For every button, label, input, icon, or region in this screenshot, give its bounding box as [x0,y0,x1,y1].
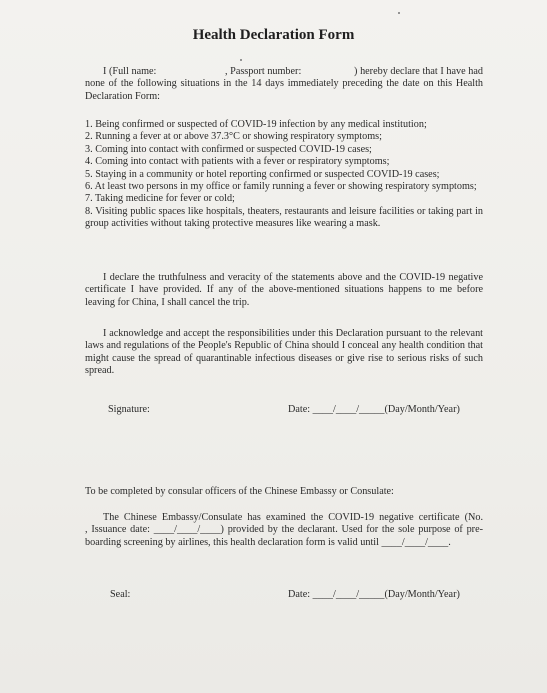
seal-label: Seal: [110,589,131,600]
list-item: 6. At least two persons in my office or family running a fever or showing respiratory symptoms; [85,181,477,193]
officer-heading: To be completed by consular officers of the Chinese Embassy or Consulate: [85,486,394,497]
list-item: 8. Visiting public spaces like hospitals, theaters, restaurants and leisure facilities or taking part in group activities without taking protective measures like wearing a mask. [85,205,483,230]
signature-date-field: Date: ____/____/_____(Day/Month/Year) [288,404,460,415]
responsibility-paragraph: I acknowledge and accept the responsibilities under this Declaration pursuant to the relevant laws and regulations of the People's Republic of China should I conceal any health condition that might cause the spread of quarantinable infectious diseases or give rise to serious risks of such spread. [85,328,483,377]
list-item: 3. Coming into contact with confirmed or suspected COVID-19 cases; [85,143,372,155]
situation-list [85,119,483,231]
signature-row [108,404,488,415]
truthfulness-paragraph: I declare the truthfulness and veracity of the statements above and the COVID-19 negative certificate I have provided. If any of the above-mentioned situations happens to me before leaving for China, I shall cancel the trip. [85,272,483,308]
consular-paragraph: The Chinese Embassy/Consulate has examined the COVID-19 negative certificate (No. , Issuance date: ____/____/____) provided by the declarant. Used for the sole purpose of pre-boarding screening by airlines, this health declaration form is valid until ____/____/____. [85,512,534,548]
seal-date-field: Date: ____/____/_____(Day/Month/Year) [288,589,460,600]
speck [398,12,400,14]
list-item: 1. Being confirmed or suspected of COVID-19 infection by any medical institution; [85,119,427,130]
signature-label: Signature: [108,404,150,415]
intro-paragraph: I (Full name: , Passport number: ) hereby declare that I have had none of the following situations in the 14 days immediately preceding the date on this Health Declaration Form: [85,66,486,102]
list-item: 2. Running a fever at or above 37.3°C or showing respiratory symptoms; [85,131,382,143]
list-item: 7. Taking medicine for fever or cold; [85,193,235,205]
form-title: Health Declaration Form [192,27,355,43]
list-item: 5. Staying in a community or hotel reporting confirmed or suspected COVID-19 cases; [85,168,440,180]
seal-row [110,589,490,600]
list-item: 4. Coming into contact with patients with a fever or respiratory symptoms; [85,156,390,168]
speck [240,59,242,61]
